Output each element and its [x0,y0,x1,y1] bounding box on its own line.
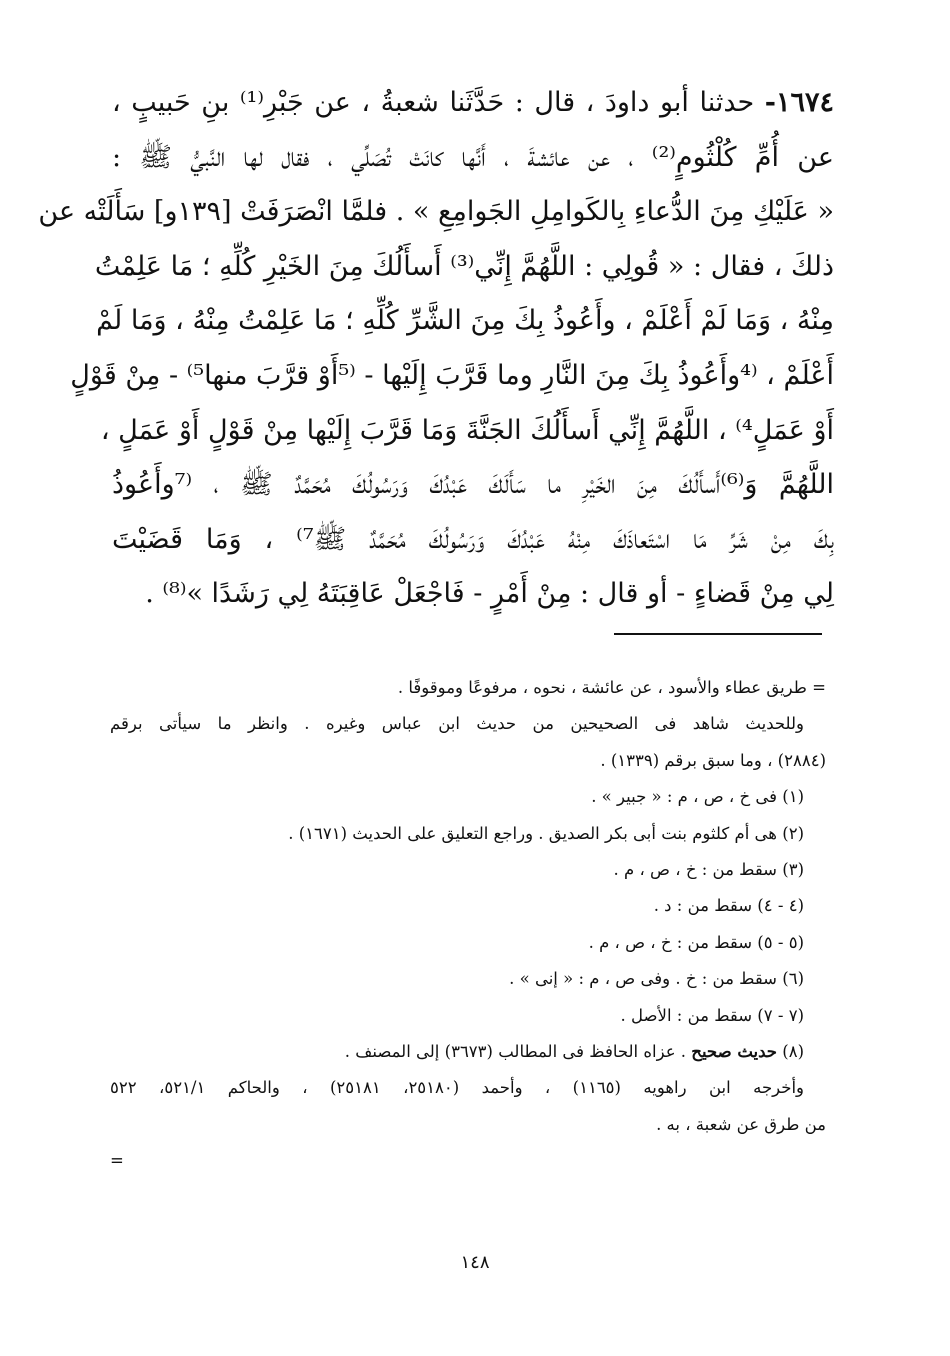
footnote-6: (٦) سقط من : خ . وفى ص ، م : « إنى » . [509,969,804,989]
footnote-8 [110,1034,826,1070]
hadith-line-5: مِنْهُ ، وَمَا لَمْ أَعْلَمْ ، وأَعُوذُ بِكَ مِنَ الشَّرِّ كُلِّهِ ؛ مَا عَلِمْتُ مِنْهُ ، وَمَا لَمْ [96,305,834,337]
hadith-line-2: عن أُمِّ كُلْثُومٍ⁽²⁾ ، عن عائشةَ ، أَنَّها كانَتْ تُصَلِّي ، فقال لها النَّبيُّ ﷺ : [112,141,834,173]
hadith-line-1-text: حدثنا أبو داودَ ، قال : حَدَّثَنا شعبةُ ، عن جَبْرِ⁽¹⁾ بنِ حَبيبٍ ، [112,87,755,118]
footnote-1: (١) فى خ ، ص ، م : « جبير » . [591,787,804,807]
footnote-2: (٢) هى أم كلثوم بنت أبى بكر الصديق . وراجع التعليق على الحديث (١٦٧١) . [288,823,804,843]
hadith-line-10: لِي مِنْ قَضاءٍ - أو قال : مِنْ أَمْرٍ - فَاجْعَلْ عَاقِبَتَهُ لِي رَشَدًا »⁽⁸⁾ . [145,578,834,610]
hadith-line-3: « عَلَيْكِ مِنَ الدُّعاءِ بِالكَوامِلِ الجَوامِعِ » . فلمَّا انْصَرَفَتْ [١٣٩و] سَأَلَتْه عن [38,196,834,228]
hadith-line-8: اللَّهُمَّ وَ⁽⁶⁾أَسأَلُكَ مِنَ الخَيْرِ ما سَأَلَكَ عَبْدُكَ وَرَسُولُكَ مُحَمَّدٌ ﷺ ، ⁽⁷وأَعُوذُ [112,469,834,501]
footnote-separator [614,633,822,635]
hadith-line-7: أَوْ عَمَلٍ⁴⁾ ، اللَّهُمَّ إِنِّي أَسأَلُكَ الجَنَّةَ وَمَا قَرَّبَ إِلَيْها مِنْ قَوْلٍ أَوْ عَمَلٍ ، [100,414,834,446]
footnote-4: (٤ - ٤) سقط من : د . [653,896,804,916]
footnote-shahid: وللحديث شاهد فى الصحيحين من حديث ابن عباس وغيره . وانظر ما سيأتى برقم [110,714,804,734]
footnote-5: (٥ - ٥) سقط من : خ ، ص ، م . [588,932,804,952]
hadith-line-4: ذلكَ ، فقال : « قُولِي : اللَّهُمَّ إِنِّي⁽³⁾ أَسأَلُكَ مِنَ الخَيْرِ كُلِّهِ ؛ مَا عَلِمْتُ [94,250,834,282]
footnote-8-text: . عزاه الحافظ فى المطالب (٣٦٧٣) إلى المصنف . [344,1042,687,1062]
hadith-number: ١٦٧٤- [764,87,834,118]
page-number: ١٤٨ [460,1252,490,1273]
hadith-line-6: أَعْلَمْ ، ⁽⁴وأَعُوذُ بِكَ مِنَ النَّارِ وما قَرَّبَ إِلَيْها - ⁽⁵أَوْ قرَّبَ منها⁵⁾ - مِنْ قَوْلٍ [70,359,834,391]
footnote-7: (٧ - ٧) سقط من : الأصل . [620,1005,804,1025]
hadith-line-1 [112,76,834,131]
hadith-line-9: بِكَ مِنْ شَرِّ مَا اسْتَعاذَكَ مِنْهُ عَبْدُكَ وَرَسُولُكَ مُحَمَّدٌ ﷺ⁷⁾ ، وَمَا قَضَيْتَ [112,523,834,555]
footnote-3: (٣) سقط من : خ ، ص ، م . [613,860,804,880]
footnote-8-grade: حديث صحيح [691,1042,777,1062]
footnote-continuation: = طريق عطاء والأسود ، عن عائشة ، نحوه ، مرفوعًا وموقوفًا . [397,678,826,697]
footnote-shahid-continued: (٢٨٨٤) ، وما سبق برقم (١٣٣٩) . [600,750,826,770]
footnote-8-takhrij-continued: من طرق عن شعبة ، به . [656,1114,826,1134]
footnote-continuation-mark: = [110,1151,124,1171]
footnotes [110,670,826,1180]
hadith-text [38,76,834,622]
footnote-8-takhrij: وأخرجه ابن راهويه (١١٦٥) ، وأحمد (٢٥١٨٠، ٢٥١٨١) ، والحاكم ٥٢١/١، ٥٢٢ [110,1078,805,1098]
footnote-8-label: (٨) [782,1042,804,1062]
